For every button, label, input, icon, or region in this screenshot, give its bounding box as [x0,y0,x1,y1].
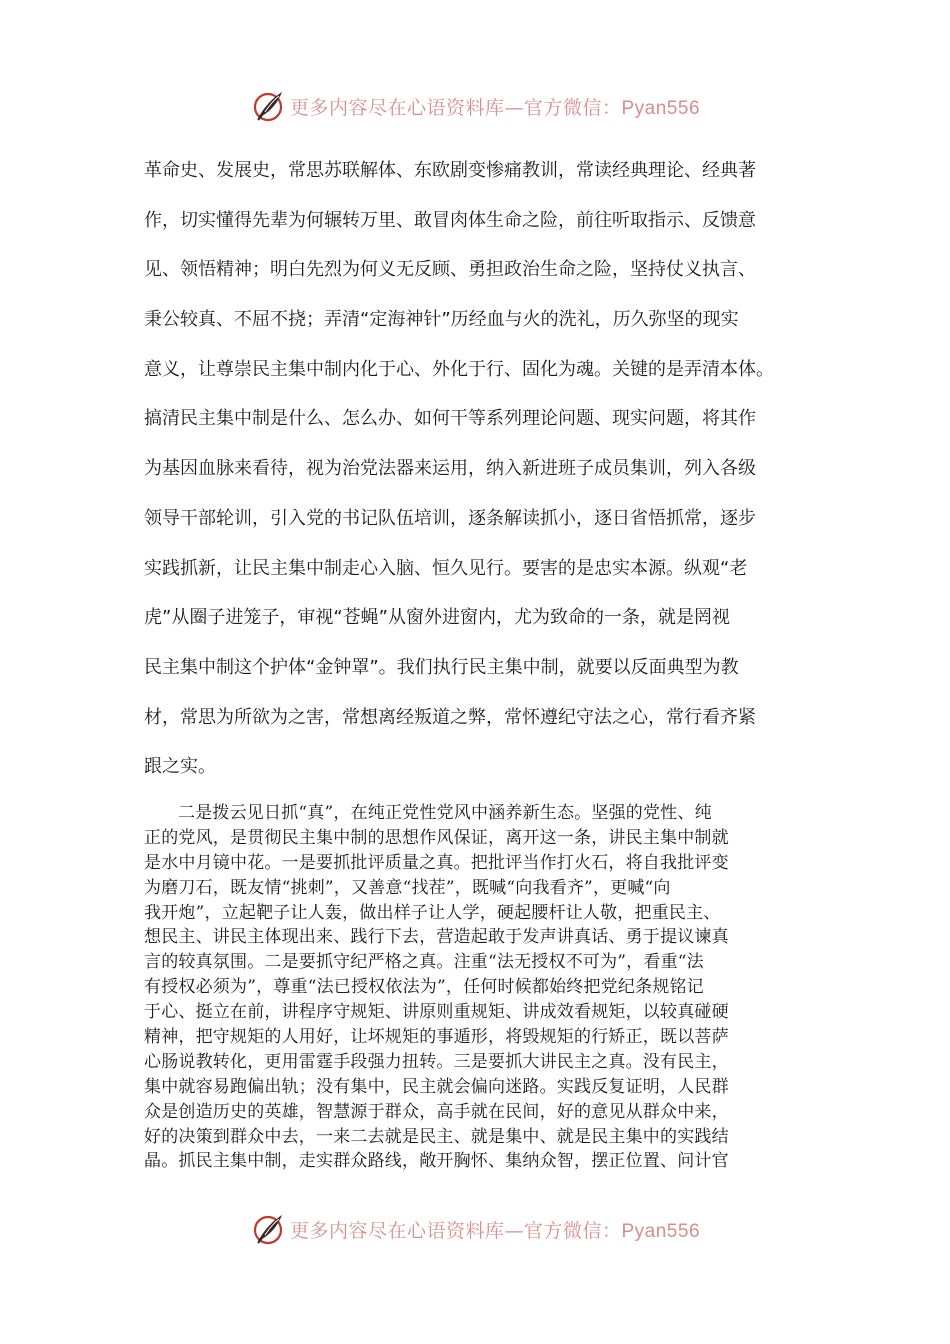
text-line: 晶。抓民主集中制，走实群众路线，敞开胸怀、集纳众智，摆正位置、问计官 [144,1151,729,1172]
text-line: 革命史、发展史，常思苏联解体、东欧剧变惨痛教训，常读经典理论、经典著 [144,160,756,181]
header-banner [0,84,950,128]
text-line: 跟之实。 [144,756,216,778]
text-line: 心肠说教转化，更用雷霆手段强力扭转。三是要抓大讲民主之真。没有民主， [144,1051,729,1072]
text-line: 材，常思为所欲为之害，常想离经叛道之弊，常怀遵纪守法之心，常行看齐紧 [144,706,756,728]
text-line: 集中就容易跑偏出轨；没有集中，民主就会偏向迷路。实践反复证明，人民群 [144,1076,729,1097]
text-line: 众是创造历史的英雄，智慧源于群众，高手就在民间，好的意见从群众中来， [144,1101,729,1122]
text-line: 想民主、讲民主体现出来、践行下去，营造起敢于发声讲真话、勇于提议谏真 [144,927,729,948]
footer-banner [0,1207,950,1251]
text-line: 为基因血脉来看待，视为治党法器来运用，纳入新进班子成员集训，列入各级 [144,458,756,480]
text-line: 实践抓新，让民主集中制走心入脑、恒久见行。要害的是忠实本源。纵观“老 [144,557,748,579]
text-line: 见、领悟精神；明白先烈为何义无反顾、勇担政治生命之险，坚持仗义执言、 [144,259,756,281]
header-wechat-id: Pyan556 [621,97,701,119]
text-line: 是水中月镜中花。一是要抓批评质量之真。把批评当作打火石，将自我批评变 [144,852,729,873]
footer-banner-text: 更多内容尽在心语资料库—官方微信：Pyan556 [289,1219,701,1242]
text-line: 二是拨云见日抓“真”，在纯正党性党风中涵养新生态。坚强的党性、纯 [178,803,712,823]
text-line: 领导干部轮训，引入党的书记队伍培训，逐条解读抓小，逐日省悟抓常，逐步 [144,507,756,529]
paragraph-2 [144,801,814,1174]
text-line: 有授权必须为”，尊重“法已授权依法为”，任何时候都始终把党纪条规铭记 [144,977,704,998]
text-line: 虎”从圈子进笼子，审视“苍蝇”从窗外进窗内，尤为致命的一条，就是罔视 [144,607,730,629]
text-line: 意义，让尊崇民主集中制内化于心、外化于行、固化为魂。关键的是弄清本体。 [144,358,774,380]
text-line: 民主集中制这个护体“金钟罩”。我们执行民主集中制，就要以反面典型为教 [144,656,739,678]
text-line: 好的决策到群众中去，一来二去就是民主、就是集中、就是民主集中的实践结 [144,1126,729,1147]
quill-logo-icon [250,1211,286,1247]
text-line: 搞清民主集中制是什么、怎么办、如何干等系列理论问题、现实问题，将其作 [144,408,756,430]
text-line: 言的较真氛围。二是要抓守纪严格之真。注重“法无授权不可为”，看重“法 [144,952,704,973]
text-line: 作，切实懂得先辈为何辗转万里、敢冒肉体生命之险，前往听取指示、反馈意 [144,209,756,231]
header-banner-text: 更多内容尽在心语资料库—官方微信：Pyan556 [289,96,701,119]
text-line: 我开炮”，立起靶子让人轰，做出样子让人学，硬起腰杆让人敬，把重民主、 [144,902,721,923]
quill-logo-icon [250,88,286,124]
text-line: 秉公较真、不屈不挠；弄清“定海神针”历经血与火的洗礼，历久弥坚的现实 [144,309,739,331]
footer-wechat-id: Pyan556 [621,1220,701,1242]
paragraph-1 [144,152,824,798]
text-line: 于心、挺立在前，讲程序守规矩、讲原则重规矩、讲成效看规矩，以较真碰硬 [144,1002,729,1023]
text-line: 为磨刀石，既友情“挑刺”，又善意“找茬”，既喊“向我看齐”，更喊“向 [144,877,671,898]
text-line: 精神，把守规矩的人用好，让坏规矩的事遁形，将毁规矩的行矫正，既以菩萨 [144,1027,729,1048]
text-line: 正的党风，是贯彻民主集中制的思想作风保证，离开这一条，讲民主集中制就 [144,827,729,848]
